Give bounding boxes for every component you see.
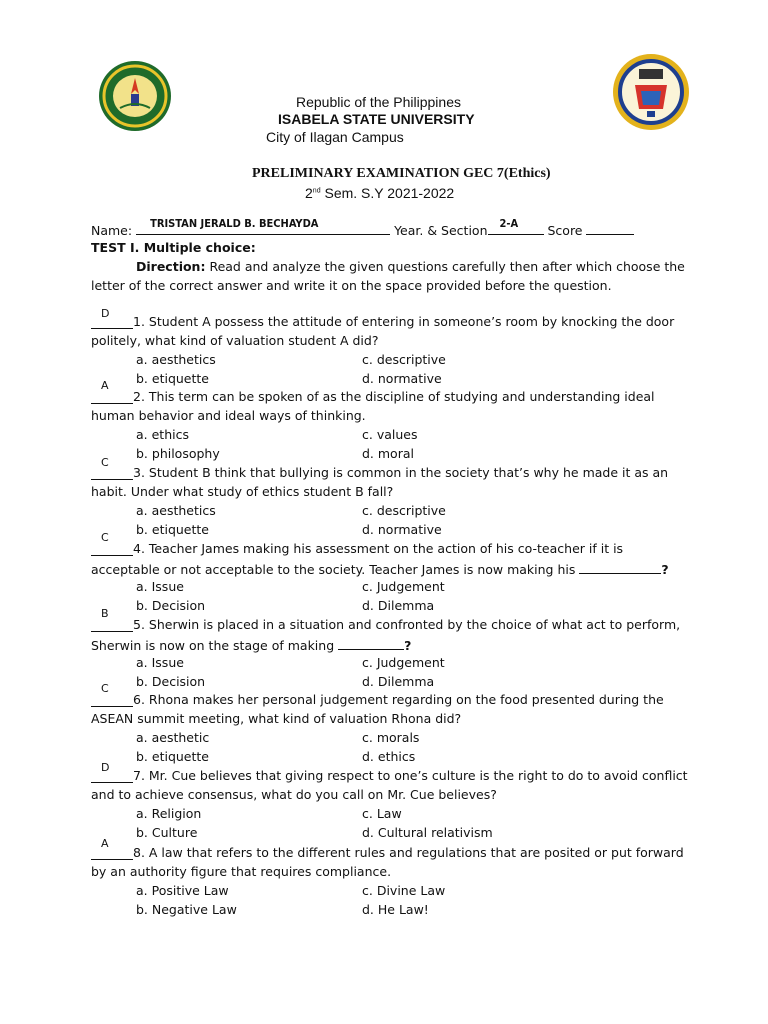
section-field[interactable] [488,217,544,235]
choice-b: b. etiquette [136,522,209,537]
answer-blank[interactable] [91,846,133,860]
answer-blank[interactable] [91,390,133,404]
answer-mark: B [101,607,109,620]
answer-blank[interactable] [91,618,133,632]
score-label: Score [547,223,583,238]
exam-title: PRELIMINARY EXAMINATION GEC 7(Ethics) [252,166,551,181]
choice-b: b. etiquette [136,749,209,764]
answer-mark: A [101,837,109,850]
choice-d: d. Dilemma [362,674,435,689]
answer-blank[interactable] [91,542,133,556]
question-text-line-2 [91,560,669,577]
choice-d: d. ethics [362,749,416,764]
choice-c: c. morals [362,730,420,745]
test-title: TEST I. Multiple choice: [91,240,256,255]
direction-line-1 [136,259,685,274]
question-text-line-2-content: politely, what kind of valuation student A did? [91,333,379,348]
direction-label: Direction: [136,259,206,274]
choice-a: a. aesthetic [136,730,210,745]
section-value: 2-A [499,217,519,230]
answer-mark: D [101,761,110,774]
question-text-line-1: 8. A law that refers to the different rules and regulations that are posited or put forward [133,845,684,860]
choice-a: a. Religion [136,806,202,821]
semester-number: 2 [305,185,313,201]
choice-b: b. etiquette [136,371,209,386]
question-text-line-2 [91,636,411,653]
question-text-line-2-content: ASEAN summit meeting, what kind of valuation Rhona did? [91,711,462,726]
choice-a: a. Issue [136,579,184,594]
question-text-line-2 [91,787,497,802]
choice-b: b. Decision [136,598,206,613]
campus-name: City of Ilagan Campus [266,129,404,145]
question-text-line-2-content: and to achieve consensus, what do you call on Mr. Cue believes? [91,787,497,802]
direction-text-1: Read and analyze the given questions carefully then after which choose the [205,259,685,274]
university-name: ISABELA STATE UNIVERSITY [278,111,475,127]
fill-in-blank[interactable] [338,636,404,650]
question-text-line-2-content: human behavior and ideal ways of thinking. [91,408,366,423]
question-text-line-2-content: Sherwin is now on the stage of making [91,638,339,653]
section-label: Year. & Section [394,223,488,238]
question-text-line-1: 3. Student B think that bullying is common in the society that’s why he made it as an [133,465,669,480]
campus-seal-right-icon [611,51,691,133]
choice-a: a. aesthetics [136,352,216,367]
university-seal-left-icon [98,60,172,132]
question-mark: ? [661,562,669,577]
question-text-line-2 [91,408,366,423]
question-text-line-2-content: by an authority figure that requires compliance. [91,864,392,879]
question-text-line-2-content: acceptable or not acceptable to the society. Teacher James is now making his [91,562,580,577]
question-text-line-1: 2. This term can be spoken of as the discipline of studying and understanding ideal [133,389,655,404]
choice-c: c. Judgement [362,655,445,670]
question-text-line-2 [91,864,391,879]
choice-a: a. Issue [136,655,184,670]
republic-line: Republic of the Philippines [296,94,461,110]
direction-line-2: letter of the correct answer and write it on the space provided before the question. [91,278,612,293]
choice-b: b. Culture [136,825,198,840]
choice-c: c. descriptive [362,503,446,518]
choice-d: d. He Law! [362,902,429,917]
choice-b: b. Decision [136,674,206,689]
choice-d: d. moral [362,446,414,461]
question-text-line-2 [91,711,461,726]
choice-c: c. Divine Law [362,883,446,898]
question-text-line-1: 4. Teacher James making his assessment on the action of his co-teacher if it is [133,541,624,556]
choice-d: d. Dilemma [362,598,435,613]
semester-line [305,185,454,201]
answer-blank[interactable] [91,693,133,707]
semester-year: Sem. S.Y 2021-2022 [320,185,455,201]
choice-c: c. Judgement [362,579,445,594]
answer-blank[interactable] [91,466,133,480]
question-text-line-1: 6. Rhona makes her personal judgement regarding on the food presented during the [133,692,664,707]
name-value: TRISTAN JERALD B. BECHAYDA [150,217,319,230]
answer-mark: D [101,307,110,320]
choice-c: c. Law [362,806,402,821]
choice-c: c. values [362,427,418,442]
answer-mark: C [101,456,109,469]
choice-a: a. Positive Law [136,883,229,898]
student-info-row [91,217,634,238]
question-text-line-2-content: habit. Under what study of ethics student B fall? [91,484,394,499]
question-text-line-2 [91,333,378,348]
name-field[interactable] [136,217,390,235]
semester-suffix: nd [312,187,321,195]
choice-b: b. Negative Law [136,902,237,917]
answer-blank[interactable] [91,315,133,329]
question-text-line-1: 7. Mr. Cue believes that giving respect to one’s culture is the right to do to avoid conflict [133,768,688,783]
choice-c: c. descriptive [362,352,446,367]
answer-blank[interactable] [91,769,133,783]
choice-b: b. philosophy [136,446,220,461]
question-mark: ? [404,638,412,653]
answer-mark: A [101,379,109,392]
answer-mark: C [101,531,109,544]
question-text-line-1: 5. Sherwin is placed in a situation and confronted by the choice of what act to perform, [133,617,681,632]
score-field[interactable] [586,221,634,235]
choice-d: d. normative [362,522,442,537]
fill-in-blank[interactable] [579,560,661,574]
question-text-line-1: 1. Student A possess the attitude of entering in someone’s room by knocking the door [133,314,675,329]
choice-a: a. aesthetics [136,503,216,518]
question-text-line-2 [91,484,393,499]
choice-d: d. normative [362,371,442,386]
name-label: Name: [91,223,133,238]
choice-d: d. Cultural relativism [362,825,493,840]
choice-a: a. ethics [136,427,189,442]
answer-mark: C [101,682,109,695]
